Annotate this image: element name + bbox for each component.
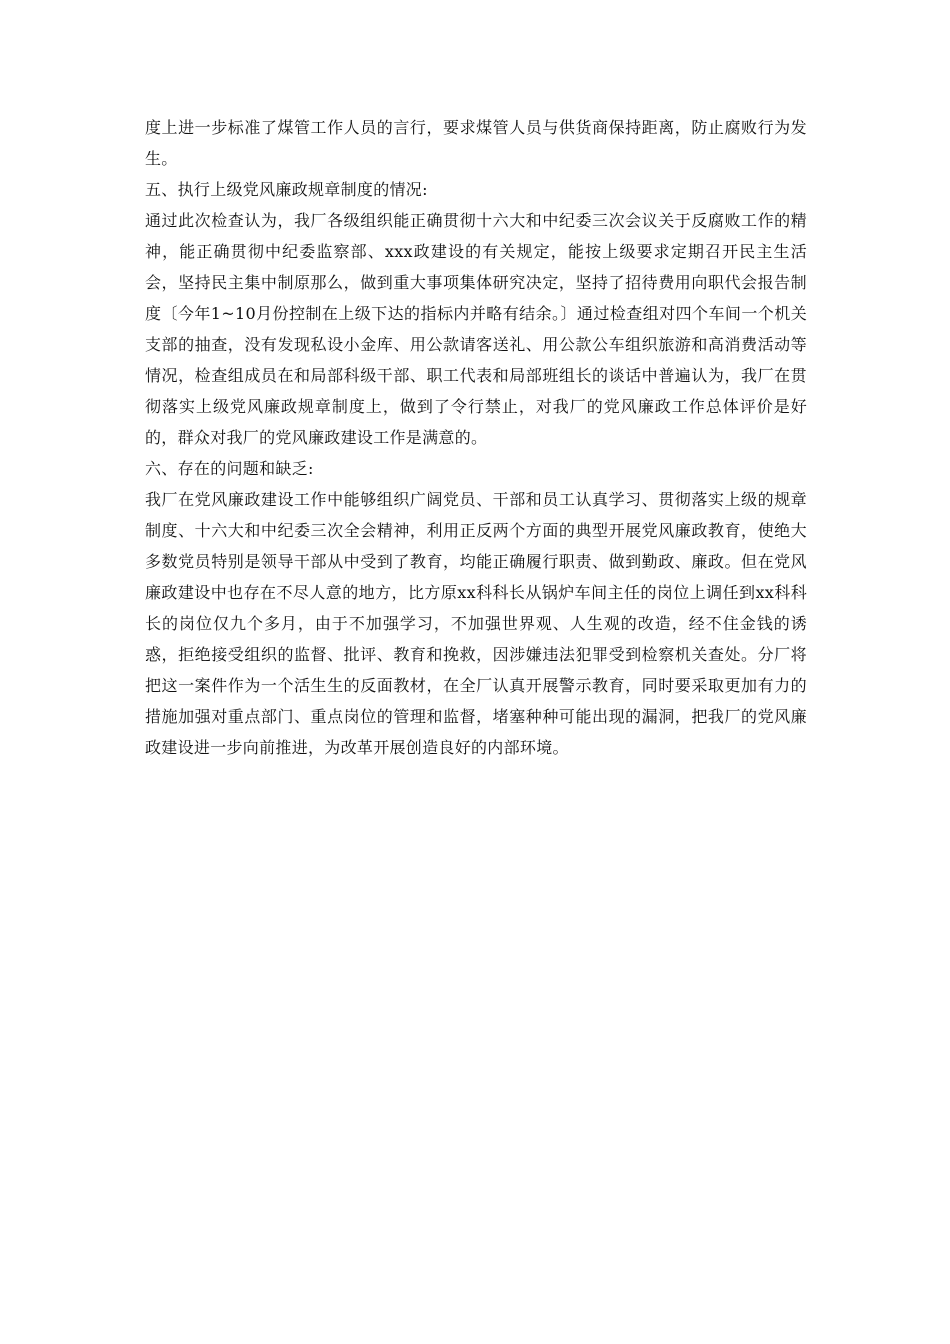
paragraph-coal-management: 度上进一步标准了煤管工作人员的言行，要求煤管人员与供货商保持距离，防止腐败行为发生。 (145, 118, 807, 168)
paragraph-regulations-execution: 通过此次检查认为，我厂各级组织能正确贯彻十六大和中纪委三次会议关于反腐败工作的精神，能正确贯彻中纪委监察部、xxx政建设的有关规定，能按上级要求定期召开民主生活会，坚持民主集中制原那么，做到重大事项集体研究决定，坚持了招待费用向职代会报告制度〔今年1~10月份控制在上级下达的指标内并略有结余。〕通过检查组对四个车间一个机关支部的抽查，没有发现私设小金库、用公款请客送礼、用公款公车组织旅游和高消费活动等情况，检查组成员在和局部科级干部、职工代表和局部班组长的谈话中普遍认为，我厂在贯彻落实上级党风廉政规章制度上，做到了令行禁止，对我厂的党风廉政工作总体评价是好的，群众对我厂的党风廉政建设工作是满意的。 (145, 211, 807, 447)
document-body (145, 112, 807, 763)
section-heading-six: 六、存在的问题和缺乏: (145, 459, 314, 478)
paragraph-problems: 我厂在党风廉政建设工作中能够组织广阔党员、干部和员工认真学习、贯彻落实上级的规章制度、十六大和中纪委三次全会精神，利用正反两个方面的典型开展党风廉政教育，使绝大多数党员特别是领导干部从中受到了教育，均能正确履行职责、做到勤政、廉政。但在党风廉政建设中也存在不尽人意的地方，比方原xx科科长从锅炉车间主任的岗位上调任到xx科科长的岗位仅九个多月，由于不加强学习，不加强世界观、人生观的改造，经不住金钱的诱惑，拒绝接受组织的监督、批评、教育和挽救，因涉嫌违法犯罪受到检察机关查处。分厂将把这一案件作为一个活生生的反面教材，在全厂认真开展警示教育，同时要采取更加有力的措施加强对重点部门、重点岗位的管理和监督，堵塞种种可能出现的漏洞，把我厂的党风廉政建设进一步向前推进，为改革开展创造良好的内部环境。 (145, 490, 807, 757)
section-heading-five: 五、执行上级党风廉政规章制度的情况: (145, 180, 428, 199)
